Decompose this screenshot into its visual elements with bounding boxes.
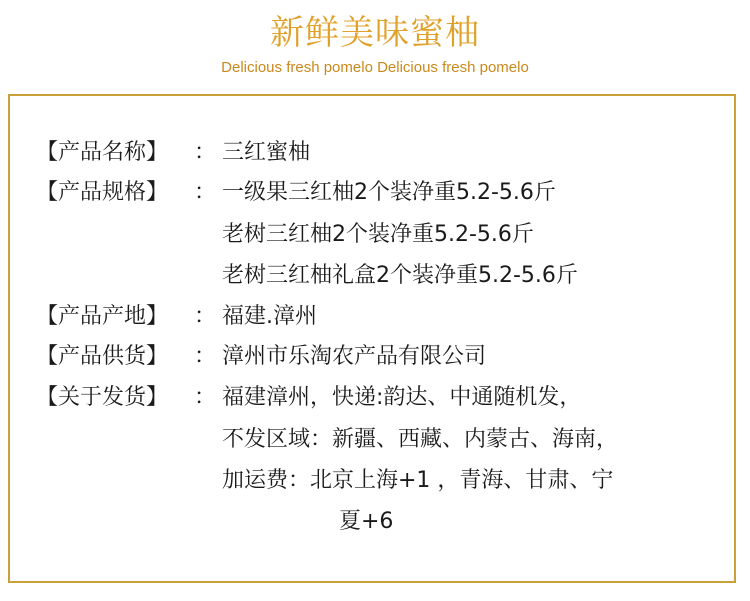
colon: ： bbox=[193, 140, 216, 165]
page-subtitle: Delicious fresh pomelo Delicious fresh pomelo bbox=[221, 59, 529, 76]
product-supplier-row bbox=[36, 342, 486, 372]
colon: ： bbox=[193, 344, 216, 369]
shipping-row bbox=[36, 383, 581, 413]
product-name-label: 【产品名称】 bbox=[36, 140, 169, 165]
colon: ： bbox=[193, 385, 216, 410]
product-spec-line: 老树三红柚2个装净重5.2-5.6斤 bbox=[222, 222, 534, 247]
colon: ： bbox=[193, 180, 216, 205]
product-spec-line: 一级果三红柚2个装净重5.2-5.6斤 bbox=[222, 180, 556, 205]
shipping-line: 夏+6 bbox=[339, 509, 394, 534]
product-origin-row bbox=[36, 302, 317, 332]
product-name-row bbox=[36, 138, 310, 168]
page-title: 新鲜美味蜜柚 bbox=[270, 13, 480, 53]
product-origin-value: 福建.漳州 bbox=[222, 304, 317, 329]
shipping-label: 【关于发货】 bbox=[36, 385, 169, 410]
product-spec-row bbox=[36, 178, 556, 208]
product-spec-label: 【产品规格】 bbox=[36, 180, 169, 205]
product-origin-label: 【产品产地】 bbox=[36, 304, 169, 329]
product-name-value: 三红蜜柚 bbox=[222, 140, 311, 165]
product-supplier-label: 【产品供货】 bbox=[36, 344, 169, 369]
colon: ： bbox=[193, 304, 216, 329]
shipping-line: 加运费：北京上海+1 ，青海、甘肃、宁 bbox=[222, 468, 614, 493]
product-supplier-value: 漳州市乐淘农产品有限公司 bbox=[222, 344, 487, 369]
shipping-line: 福建漳州，快递:韵达、中通随机发， bbox=[222, 385, 582, 410]
product-spec-line: 老树三红柚礼盒2个装净重5.2-5.6斤 bbox=[222, 263, 578, 288]
shipping-line: 不发区域：新疆、西藏、内蒙古、海南， bbox=[222, 427, 619, 452]
